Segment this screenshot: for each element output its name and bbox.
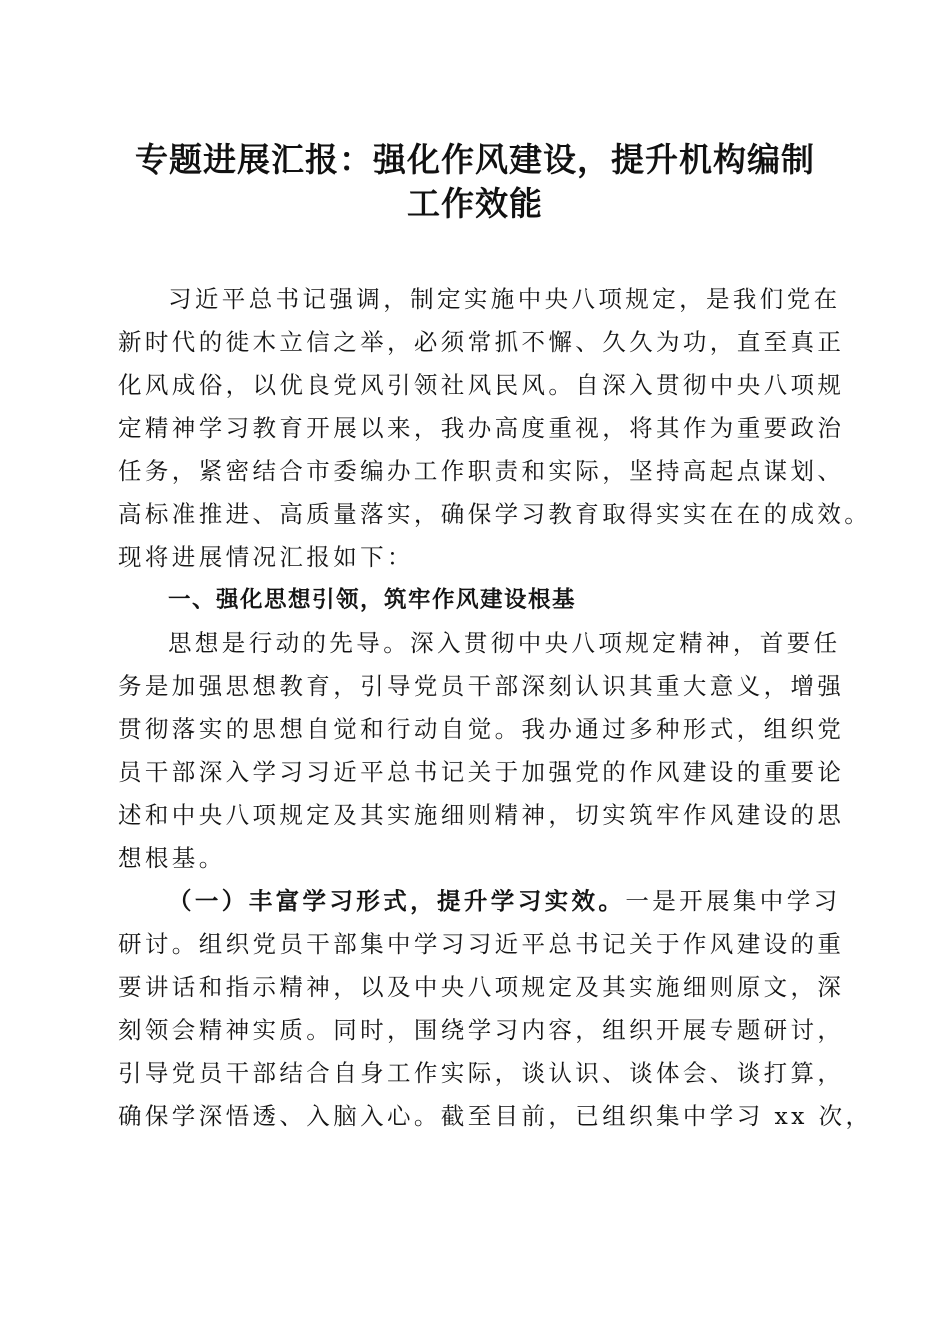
- subsection1-line: 引导党员干部结合自身工作实际，谈认识、谈体会、谈打算，: [118, 1059, 845, 1087]
- section1-line: 务是加强思想教育，引导党员干部深刻认识其重大意义，增强: [118, 672, 845, 700]
- section1-line: 述和中央八项规定及其实施细则精神，切实筑牢作风建设的思: [118, 801, 845, 829]
- subsection1-line: 刻领会精神实质。同时，围绕学习内容，组织开展专题研讨，: [118, 1016, 845, 1044]
- subsection1-line: 研讨。组织党员干部集中学习习近平总书记关于作风建设的重: [118, 930, 845, 958]
- intro-line: 习近平总书记强调，制定实施中央八项规定，是我们党在: [168, 285, 841, 313]
- document-title-line-1: 专题进展汇报：强化作风建设，提升机构编制: [135, 140, 815, 179]
- subsection-heading-1: （一）丰富学习形式，提升学习实效。: [168, 887, 626, 915]
- section1-line: 想根基。: [118, 844, 226, 872]
- section1-line: 员干部深入学习习近平总书记关于加强党的作风建设的重要论: [118, 758, 845, 786]
- section1-line: 贯彻落实的思想自觉和行动自觉。我办通过多种形式，组织党: [118, 715, 845, 743]
- subsection1-line: 要讲话和指示精神，以及中央八项规定及其实施细则原文，深: [118, 973, 845, 1001]
- intro-line: 现将进展情况汇报如下：: [118, 543, 414, 571]
- subsection1-line: 确保学深悟透、入脑入心。截至目前，已组织集中学习 xx 次，: [118, 1102, 873, 1130]
- subsection1-first-line: [168, 886, 841, 916]
- section-heading-1: 一、强化思想引领，筑牢作风建设根基: [168, 587, 577, 613]
- intro-line: 高标准推进、高质量落实，确保学习教育取得实实在在的成效。: [118, 500, 872, 528]
- intro-line: 任务，紧密结合市委编办工作职责和实际，坚持高起点谋划、: [118, 457, 845, 485]
- intro-line: 定精神学习教育开展以来，我办高度重视，将其作为重要政治: [118, 414, 845, 442]
- subsection1-first-line-text: 一是开展集中学习: [625, 887, 841, 915]
- section1-line: 思想是行动的先导。深入贯彻中央八项规定精神，首要任: [168, 629, 841, 657]
- document-title-line-2: 工作效能: [407, 184, 543, 223]
- intro-line: 化风成俗，以优良党风引领社风民风。自深入贯彻中央八项规: [118, 371, 845, 399]
- intro-line: 新时代的徙木立信之举，必须常抓不懈、久久为功，直至真正: [118, 328, 845, 356]
